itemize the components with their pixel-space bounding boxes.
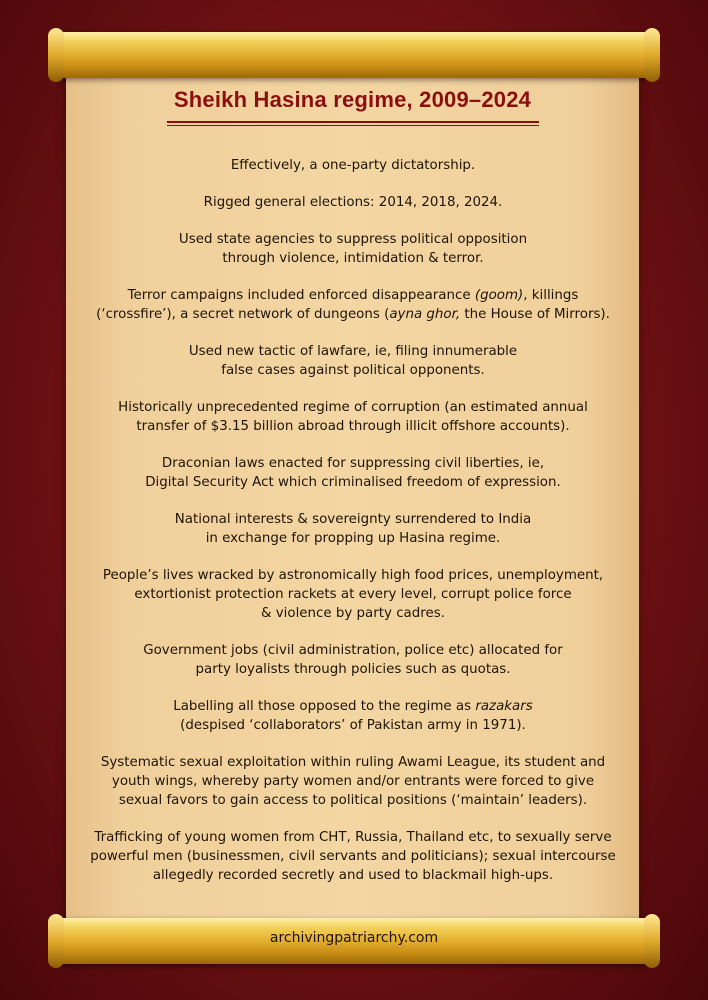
point-lawfare: Used new tactic of lawfare, ie, filing innumerable false cases against political opponents. [188, 344, 518, 378]
point-one-party: Effectively, a one-party dictatorship. [230, 158, 476, 173]
footer-website: archivingpatriarchy.com [269, 930, 439, 946]
point-terror-campaigns: Terror campaigns included enforced disappearance (goom), killings (‘crossfire’), a secret network of dungeons (ayna ghor, the House of Mirrors). [96, 288, 610, 322]
title-underline [167, 121, 539, 123]
scroll-rod-top [54, 32, 654, 78]
point-sexual-exploitation: Systematic sexual exploitation within ruling Awami League, its student and youth wings, whereby party women and/or entrants were forced to give sexual favors to gain access to political positions (‘maintain’ leaders). [100, 755, 606, 808]
title-underline-thin [167, 125, 539, 126]
point-peoples-lives: People’s lives wracked by astronomically high food prices, unemployment, extortionist protection rackets at every level, corrupt police force & violence by party cadres. [102, 568, 604, 621]
point-rigged-elections: Rigged general elections: 2014, 2018, 2024. [203, 195, 503, 210]
point-razakars: Labelling all those opposed to the regime as razakars (despised ‘collaborators’ of Pakistan army in 1971). [173, 699, 533, 733]
page-title: Sheikh Hasina regime, 2009–2024 [173, 87, 532, 112]
point-state-agencies: Used state agencies to suppress political opposition through violence, intimidation & terror. [178, 232, 528, 266]
point-sovereignty: National interests & sovereignty surrendered to India in exchange for propping up Hasina regime. [174, 512, 532, 546]
point-government-jobs: Government jobs (civil administration, police etc) allocated for party loyalists through policies such as quotas. [143, 643, 563, 677]
points-list [80, 156, 626, 903]
point-corruption: Historically unprecedented regime of corruption (an estimated annual transfer of $3.15 billion abroad through illicit offshore accounts). [118, 400, 588, 434]
point-trafficking: Trafficking of young women from CHT, Russia, Thailand etc, to sexually serve powerful men (businessmen, civil servants and politicians); sexual intercourse allegedly recorded secretly and used to blackmail high-ups. [90, 830, 616, 883]
point-draconian-laws: Draconian laws enacted for suppressing civil liberties, ie, Digital Security Act which criminalised freedom of expression. [145, 456, 561, 490]
